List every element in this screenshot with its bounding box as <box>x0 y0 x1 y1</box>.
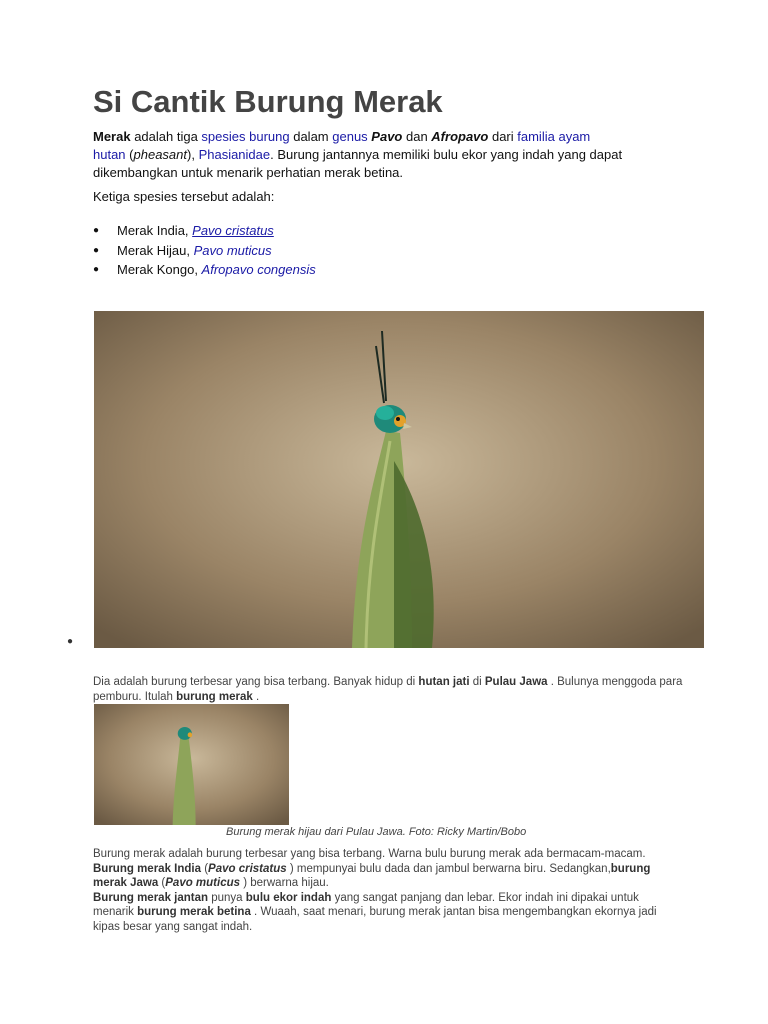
list-item: ● Merak Hijau, Pavo muticus <box>93 242 272 258</box>
link-hutan[interactable]: hutan <box>93 147 126 162</box>
bullet-icon: ● <box>67 636 74 647</box>
species-list <box>93 222 316 281</box>
merak-term: Merak <box>93 129 131 144</box>
species-link[interactable]: Pavo cristatus <box>192 223 274 238</box>
list-item: ● Merak Kongo, Afropavo congensis <box>93 262 316 277</box>
intro-paragraph: Merak adalah tiga spesies burung dalam genus Pavo dan Afropavo dari familia ayam hutan (pheasant), Phasianidae. Burung jantannya memiliki bulu ekor yang indah yang dapat dikembangkan untuk menarik perhatian merak betina. <box>93 129 623 180</box>
link-phasianidae[interactable]: Phasianidae <box>198 147 271 162</box>
link-spesies[interactable]: spesies <box>201 129 246 144</box>
page-title: Si Cantik Burung Merak <box>93 84 443 119</box>
species-intro: Ketiga spesies tersebut adalah: <box>93 189 275 204</box>
peacock-thumbnail <box>94 704 289 825</box>
pavo-term: Pavo <box>371 129 403 144</box>
species-link[interactable]: Pavo muticus <box>193 242 272 258</box>
image-caption: Burung merak hijau dari Pulau Jawa. Foto: Ricky Martin/Bobo <box>226 826 527 838</box>
bullet-icon: ● <box>93 264 100 275</box>
paragraph-colors: Burung merak adalah burung terbesar yang bisa terbang. Warna bulu burung merak ada bermacam-macam. Burung merak India (Pavo cristatus ) mempunyai bulu dada dan jambul berwarna biru. Sedangkan,burung merak Jawa (Pavo muticus ) berwarna hijau. Burung merak jantan punya bulu ekor indah yang sangat panjang dan lebar. Ekor indah ini dipakai untuk menarik burung merak betina . Wuaah, saat menari, burung merak jantan bisa mengembangkan ekornya jadi kipas besar yang sangat indah. <box>93 848 657 933</box>
list-item: ● Merak India, Pavo cristatus <box>93 223 274 238</box>
bullet-icon: ● <box>93 244 100 256</box>
peacock-photo <box>94 311 704 648</box>
link-burung[interactable]: burung <box>249 129 290 144</box>
paragraph-habitat: Dia adalah burung terbesar yang bisa terbang. Banyak hidup di hutan jati di Pulau Jawa . Bulunya menggoda para pemburu. Itulah burung merak . <box>93 676 683 703</box>
link-ayam[interactable]: ayam <box>558 129 591 144</box>
link-genus[interactable]: genus <box>332 129 368 144</box>
afropavo-term: Afropavo <box>431 129 489 144</box>
pheasant-term: pheasant <box>133 147 187 162</box>
bullet-icon: ● <box>93 225 100 236</box>
link-familia[interactable]: familia <box>517 129 555 144</box>
species-link[interactable]: Afropavo congensis <box>201 262 316 277</box>
